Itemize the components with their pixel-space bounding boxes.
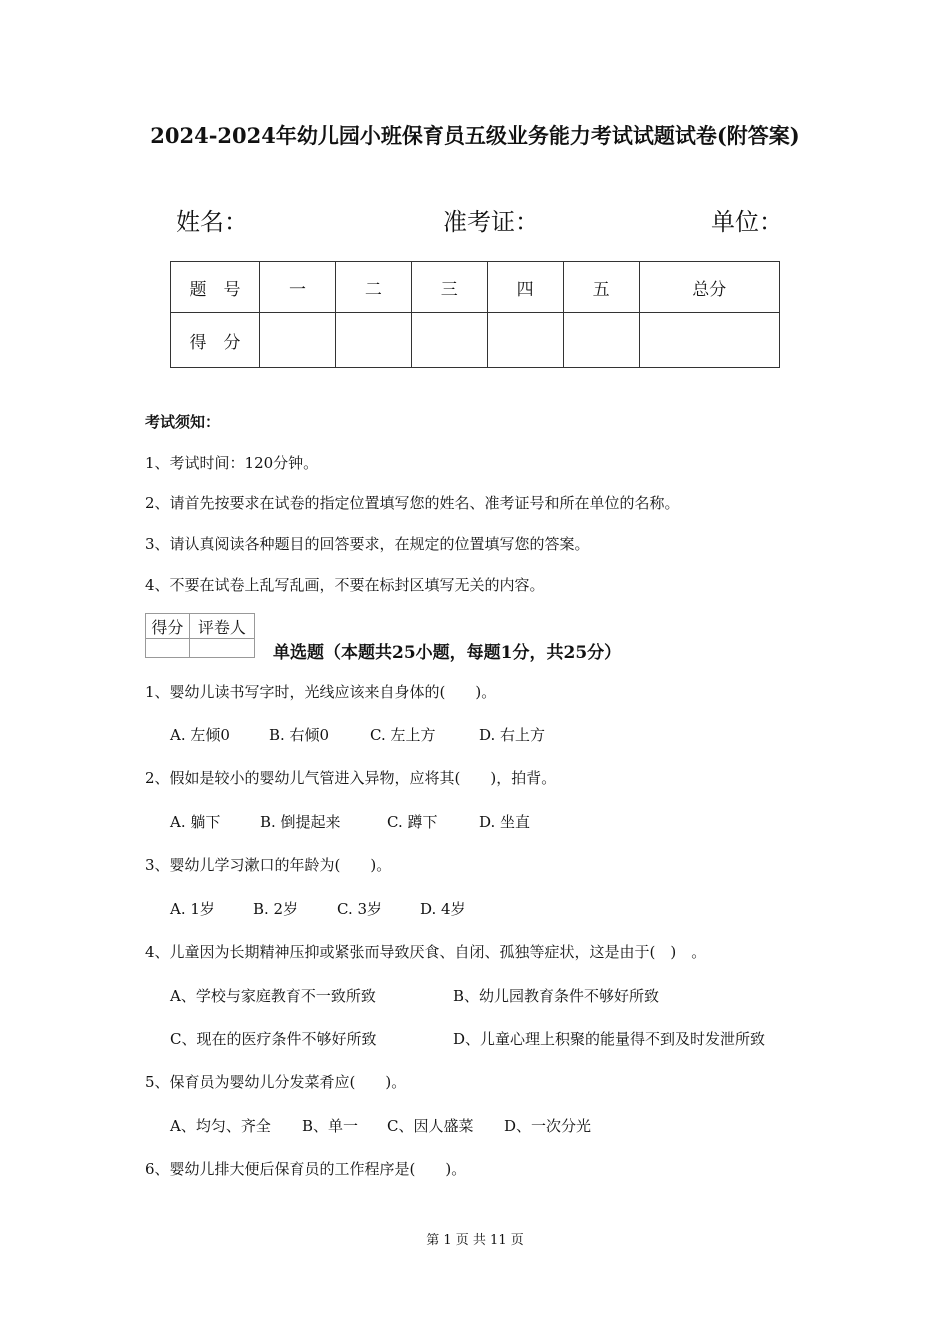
option-b[interactable]: B. 右倾0 [269, 726, 330, 744]
option-d[interactable]: D、一次分光 [504, 1117, 592, 1135]
option-a[interactable]: A、均匀、齐全 [170, 1117, 271, 1135]
score-cell[interactable] [563, 313, 639, 368]
option-b[interactable]: B、单一 [302, 1117, 359, 1135]
name-field-label: 姓名： [176, 208, 248, 236]
grader-score-cell[interactable] [146, 639, 190, 658]
option-d[interactable]: D. 右上方 [479, 726, 546, 744]
option-d[interactable]: D. 4岁 [420, 900, 466, 918]
notice-item: 1、考试时间：120分钟。 [145, 454, 319, 472]
exam-id-field-label: 准考证： [443, 208, 539, 236]
score-cell[interactable] [487, 313, 563, 368]
section-one-header: 一 [260, 262, 336, 313]
grader-reviewer-label: 评卷人 [189, 614, 254, 639]
candidate-info-fields [0, 202, 950, 242]
option-a[interactable]: A. 左倾0 [170, 726, 230, 744]
grader-reviewer-cell[interactable] [189, 639, 254, 658]
option-c[interactable]: C. 蹲下 [387, 813, 438, 831]
notice-title: 考试须知： [145, 413, 221, 431]
section-four-header: 四 [487, 262, 563, 313]
score-row-label: 得 分 [171, 313, 260, 368]
notice-item: 2、请首先按要求在试卷的指定位置填写您的姓名、准考证号和所在单位的名称。 [145, 494, 680, 512]
section-title: 单选题（本题共25小题，每题1分，共25分） [273, 643, 622, 663]
exam-title: 2024-2024年幼儿园小班保育员五级业务能力考试试题试卷(附答案) [150, 123, 800, 148]
grader-score-label: 得分 [146, 614, 190, 639]
score-table [170, 261, 780, 368]
score-table-score-row [171, 313, 780, 368]
option-d[interactable]: D. 坐直 [479, 813, 531, 831]
page-number-footer: 第 1 页 共 11 页 [426, 1233, 524, 1248]
question-text: 3、婴幼儿学习漱口的年龄为( )。 [145, 856, 392, 874]
question-text: 5、保育员为婴幼儿分发菜肴应( )。 [145, 1073, 407, 1091]
section-three-header: 三 [411, 262, 487, 313]
option-c[interactable]: C. 左上方 [370, 726, 436, 744]
total-score-cell[interactable] [639, 313, 779, 368]
question-text: 6、婴幼儿排大便后保育员的工作程序是( )。 [145, 1160, 467, 1178]
notice-item: 3、请认真阅读各种题目的回答要求，在规定的位置填写您的答案。 [145, 535, 590, 553]
notice-item: 4、不要在试卷上乱写乱画，不要在标封区填写无关的内容。 [145, 576, 545, 594]
option-a[interactable]: A. 躺下 [170, 813, 221, 831]
score-cell[interactable] [260, 313, 336, 368]
question-text: 4、儿童因为长期精神压抑或紧张而导致厌食、自闭、孤独等症状，这是由于( ) 。 [145, 943, 707, 961]
option-a[interactable]: A. 1岁 [170, 900, 215, 918]
question-text: 2、假如是较小的婴幼儿气管进入异物，应将其( )，拍背。 [145, 769, 557, 787]
score-cell[interactable] [335, 313, 411, 368]
score-table-header-row [171, 262, 780, 313]
question-text: 1、婴幼儿读书写字时，光线应该来自身体的( )。 [145, 683, 497, 701]
option-b[interactable]: B. 2岁 [253, 900, 299, 918]
unit-field-label: 单位： [711, 208, 783, 236]
option-a[interactable]: A、学校与家庭教育不一致所致 [170, 987, 376, 1005]
option-c[interactable]: C、因人盛菜 [387, 1117, 474, 1135]
score-cell[interactable] [411, 313, 487, 368]
question-number-label: 题 号 [171, 262, 260, 313]
option-d[interactable]: D、儿童心理上积聚的能量得不到及时发泄所致 [453, 1030, 766, 1048]
total-score-header: 总分 [639, 262, 779, 313]
option-b[interactable]: B、幼儿园教育条件不够好所致 [453, 987, 660, 1005]
option-c[interactable]: C、现在的医疗条件不够好所致 [170, 1030, 377, 1048]
section-two-header: 二 [335, 262, 411, 313]
option-c[interactable]: C. 3岁 [337, 900, 383, 918]
option-b[interactable]: B. 倒提起来 [260, 813, 341, 831]
grader-box [145, 613, 255, 658]
section-five-header: 五 [563, 262, 639, 313]
